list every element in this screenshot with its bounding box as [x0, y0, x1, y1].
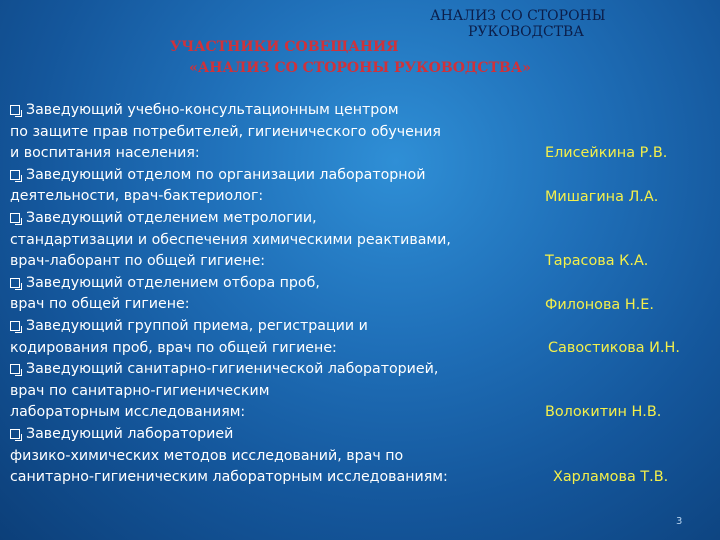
- participants-list: [10, 100, 710, 489]
- checkbox-bullet-icon: [10, 170, 20, 180]
- item-line: врач-лаборант по общей гигиене:: [10, 253, 266, 270]
- item-line: по защите прав потребителей, гигиенического обучения: [10, 123, 441, 140]
- item-text: Заведующий отделом по организации лабораторной: [26, 166, 426, 183]
- item-line: [10, 165, 710, 187]
- participant-name: Тарасова К.А.: [545, 252, 649, 269]
- heading-line1: УЧАСТНИКИ СОВЕЩАНИЯ: [170, 39, 399, 55]
- item-line: [10, 424, 710, 446]
- list-item: [10, 424, 710, 489]
- checkbox-bullet-icon: [10, 364, 20, 374]
- item-line: физико-химических методов исследований, врач по: [10, 447, 404, 464]
- item-line: врач по санитарно-гигиеническим: [10, 382, 270, 399]
- header-title-line1: АНАЛИЗ СО СТОРОНЫ: [430, 8, 606, 24]
- participant-name: Филонова Н.Е.: [545, 296, 654, 313]
- checkbox-bullet-icon: [10, 213, 20, 223]
- list-item: [10, 165, 710, 208]
- header-title-line2: РУКОВОДСТВА: [468, 24, 584, 40]
- checkbox-bullet-icon: [10, 105, 20, 115]
- item-text: Заведующий лабораторией: [26, 425, 234, 442]
- list-item: [10, 100, 710, 165]
- participant-name: Мишагина Л.А.: [545, 188, 659, 205]
- list-item: [10, 273, 710, 316]
- item-line: [10, 208, 710, 230]
- item-text: Заведующий санитарно-гигиенической лабораторией,: [26, 361, 439, 378]
- checkbox-bullet-icon: [10, 278, 20, 288]
- item-line: кодирования проб, врач по общей гигиене:: [10, 339, 337, 356]
- item-line: [10, 316, 710, 338]
- slide-heading: [150, 37, 570, 79]
- participant-name: Елисейкина Р.В.: [545, 145, 668, 161]
- participant-name: Волокитин Н.В.: [545, 404, 662, 421]
- item-text: Заведующий учебно-консультационным центром: [26, 102, 399, 118]
- item-line: стандартизации и обеспечения химическими реактивами,: [10, 231, 451, 248]
- heading-line2: «АНАЛИЗ СО СТОРОНЫ РУКОВОДСТВА»: [189, 60, 531, 76]
- participant-name: Харламова Т.В.: [553, 468, 669, 485]
- item-line: [10, 359, 710, 381]
- checkbox-bullet-icon: [10, 429, 20, 439]
- checkbox-bullet-icon: [10, 321, 20, 331]
- item-text: Заведующий отделением отбора проб,: [26, 274, 320, 291]
- item-line: лабораторным исследованиям:: [10, 404, 246, 421]
- list-item: [10, 359, 710, 424]
- item-text: Заведующий отделением метрологии,: [26, 209, 317, 226]
- list-item: [10, 316, 710, 359]
- item-line: [10, 100, 710, 122]
- slide-header: [430, 8, 650, 40]
- item-line: врач по общей гигиене:: [10, 296, 190, 313]
- item-line: и воспитания населения:: [10, 145, 200, 162]
- item-text: Заведующий группой приема, регистрации и: [26, 317, 368, 334]
- page-number: 3: [676, 516, 683, 527]
- item-line: [10, 273, 710, 295]
- item-line: санитарно-гигиеническим лабораторным исследованиям:: [10, 469, 448, 486]
- list-item: [10, 208, 710, 273]
- participant-name: Савостикова И.Н.: [548, 339, 680, 356]
- item-line: деятельности, врач-бактериолог:: [10, 188, 264, 205]
